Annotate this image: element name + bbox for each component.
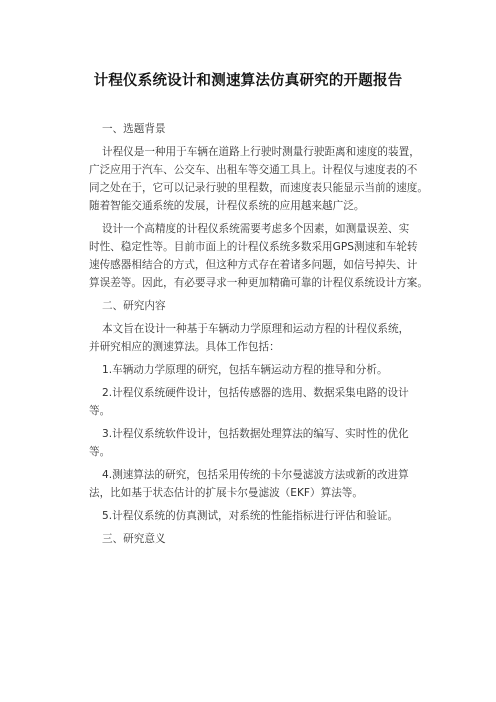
paragraph-line: 速传感器相结合的方式，但这种方式存在着诸多问题，如信号掉失、计 [89, 259, 418, 271]
paragraph-line: 设计一个高精度的计程仪系统需要考虑多个因素，如测量误差、实 [102, 223, 410, 235]
paragraph-line: 同之处在于，它可以记录行驶的里程数，而速度表只能显示当前的速度。 [89, 182, 428, 194]
section-heading-background: 一、选题背景 [102, 123, 166, 135]
list-item: 2.计程仪系统硬件设计，包括传感器的选用、数据采集电路的设计 [102, 387, 409, 399]
page-title: 计程仪系统设计和测速算法仿真研究的开题报告 [93, 73, 403, 89]
paragraph-line: 时性、稳定性等。目前市面上的计程仪系统多数采用GPS测速和车轮转 [89, 241, 418, 253]
section-heading-significance: 三、研究意义 [102, 533, 166, 545]
list-item-continuation: 等。 [89, 446, 111, 458]
section-heading-content: 二、研究内容 [102, 300, 166, 312]
paragraph-line: 广泛应用于汽车、公交车、出租车等交通工具上。计程仪与速度表的不 [89, 164, 418, 176]
paragraph-line: 算误差等。因此，有必要寻求一种更加精确可靠的计程仪系统设计方案。 [89, 277, 428, 289]
paragraph-line: 并研究相应的测速算法。具体工作包括： [89, 341, 280, 353]
list-item: 4.测速算法的研究，包括采用传统的卡尔曼滤波方法或新的改进算 [102, 469, 409, 481]
list-item: 3.计程仪系统软件设计，包括数据处理算法的编写、实时性的优化 [102, 428, 409, 440]
list-item-continuation: 法，比如基于状态估计的扩展卡尔曼滤波（EKF）算法等。 [89, 487, 363, 499]
list-item-continuation: 等。 [89, 405, 111, 417]
paragraph-line: 计程仪是一种用于车辆在道路上行驶时测量行驶距离和速度的装置， [102, 146, 420, 158]
paragraph-line: 随着智能交通系统的发展，计程仪系统的应用越来越广泛。 [89, 200, 365, 212]
paragraph-line: 本文旨在设计一种基于车辆动力学原理和运动方程的计程仪系统， [102, 323, 410, 335]
list-item: 5.计程仪系统的仿真测试，对系统的性能指标进行评估和验证。 [102, 510, 399, 522]
list-item: 1.车辆动力学原理的研究，包括车辆运动方程的推导和分析。 [102, 364, 388, 376]
